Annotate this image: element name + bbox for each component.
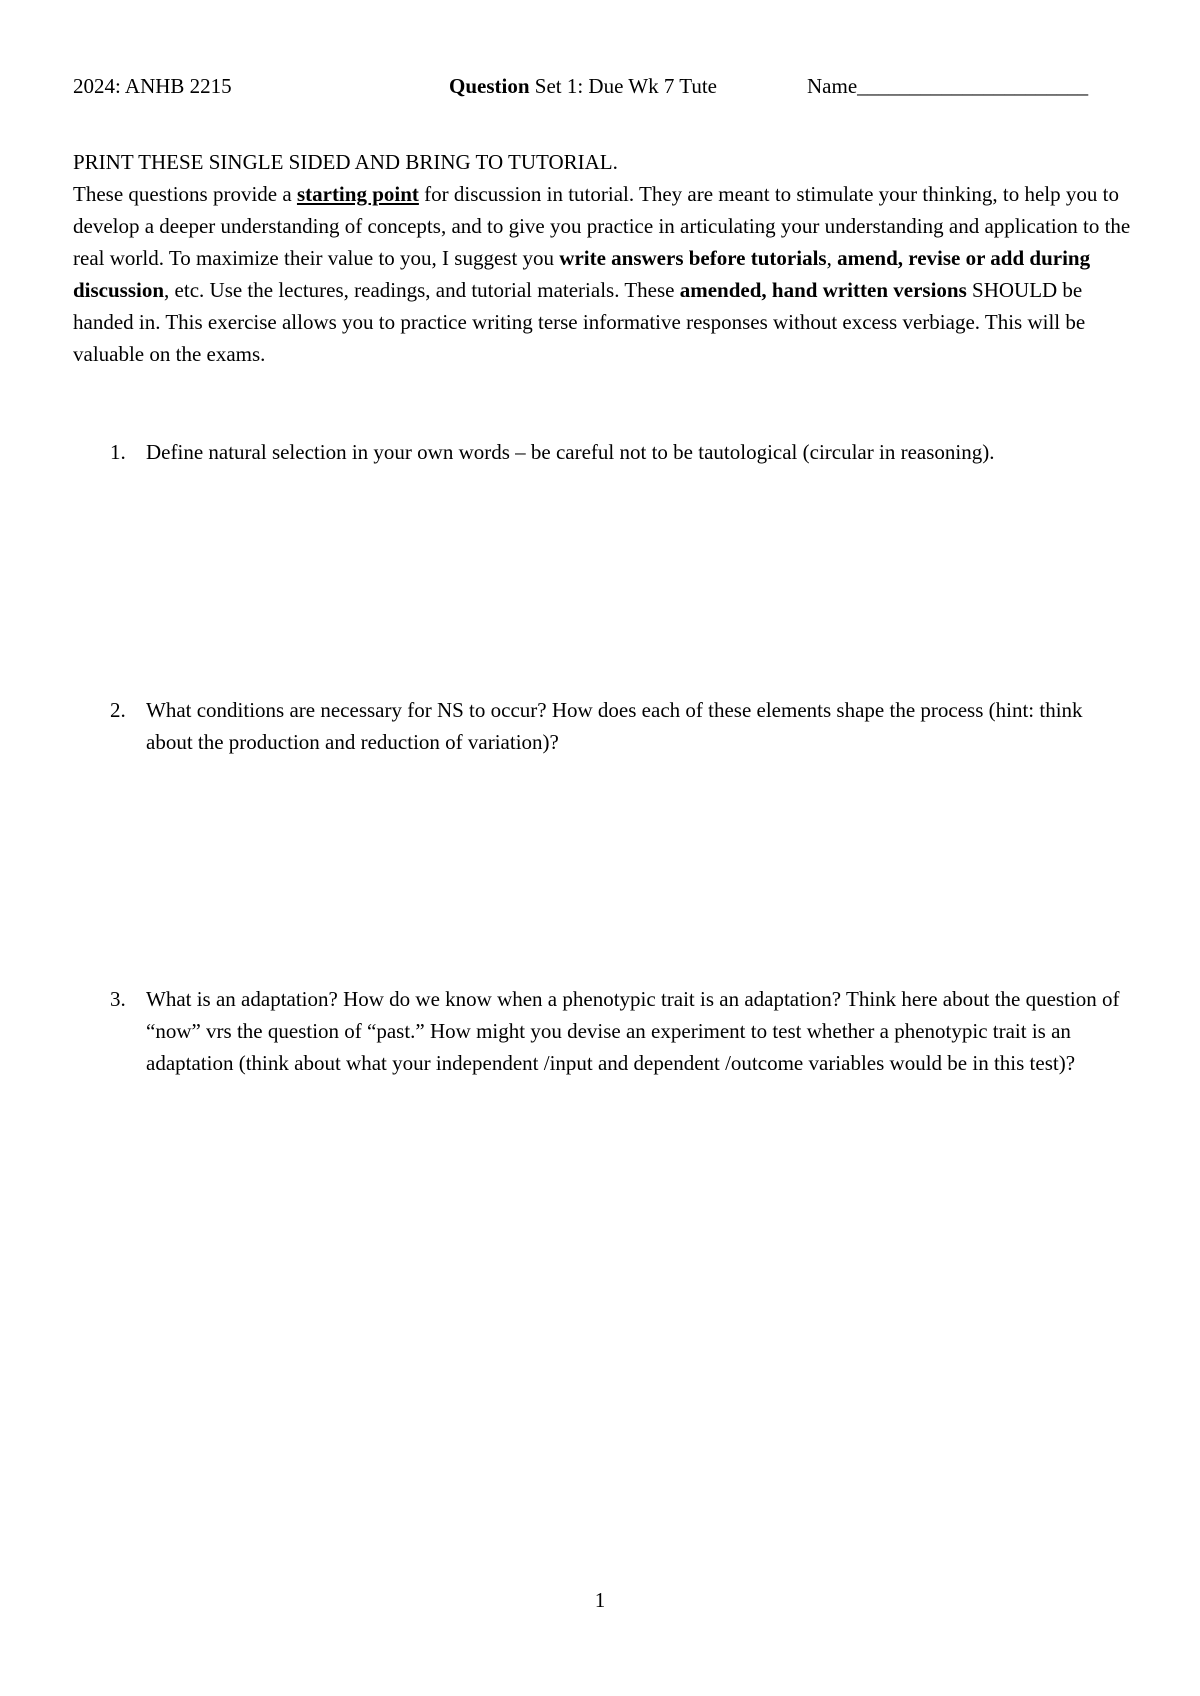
question-number: 3. <box>110 987 126 1011</box>
question-1 <box>110 436 1130 468</box>
instructions-text: , etc. Use the lectures, readings, and tutorial materials. These <box>164 278 680 302</box>
page-number: 1 <box>594 1588 606 1612</box>
instructions-text: SHOULD be handed in. This exercise allows you to practice writing terse informative responses without excess verbiage. This will be valuable on the exams. <box>73 278 1086 366</box>
question-text: What conditions are necessary for NS to occur? How does each of these elements shape the process (hint: think about the production and reduction of variation)? <box>146 698 1083 754</box>
instructions-text: These questions provide a <box>73 182 297 206</box>
instructions <box>73 146 1133 370</box>
question-set-title <box>449 70 717 102</box>
page-header <box>73 70 1140 102</box>
question-number: 2. <box>110 698 126 722</box>
question-set-rest: Set 1: Due Wk 7 Tute <box>529 74 717 98</box>
course-code: 2024: ANHB 2215 <box>73 74 232 98</box>
instructions-text: , <box>826 246 838 270</box>
question-text: Define natural selection in your own words – be careful not to be tautological (circular in reasoning). <box>146 440 995 464</box>
question-set-bold: Question <box>449 74 530 98</box>
handwritten-emphasis: amended, hand written versions <box>679 278 967 302</box>
starting-point-emphasis: starting point <box>296 182 419 206</box>
question-text: What is an adaptation? How do we know when a phenotypic trait is an adaptation? Think here about the question of “now” vrs the question of “past.” How might you devise an experiment to test whether a phenotypic trait is an adaptation (think about what your independent /input and dependent /outcome variables would be in this test)? <box>146 987 1120 1075</box>
write-answers-emphasis: write answers before tutorials <box>559 246 827 270</box>
amend-emphasis: amend, revise or add during discussion <box>73 246 1091 302</box>
instructions-paragraph <box>73 178 1133 370</box>
print-instruction: PRINT THESE SINGLE SIDED AND BRING TO TUTORIAL. <box>73 150 618 174</box>
question-3 <box>110 983 1130 1079</box>
name-field-label: Name______________________ <box>807 74 1089 98</box>
question-number: 1. <box>110 440 126 464</box>
question-2 <box>110 694 1130 758</box>
instructions-text: for discussion in tutorial. They are meant to stimulate your thinking, to help you to develop a deeper understanding of concepts, and to give you practice in articulating your understanding and application to the real world. To maximize their value to you, I suggest you <box>73 182 1131 270</box>
